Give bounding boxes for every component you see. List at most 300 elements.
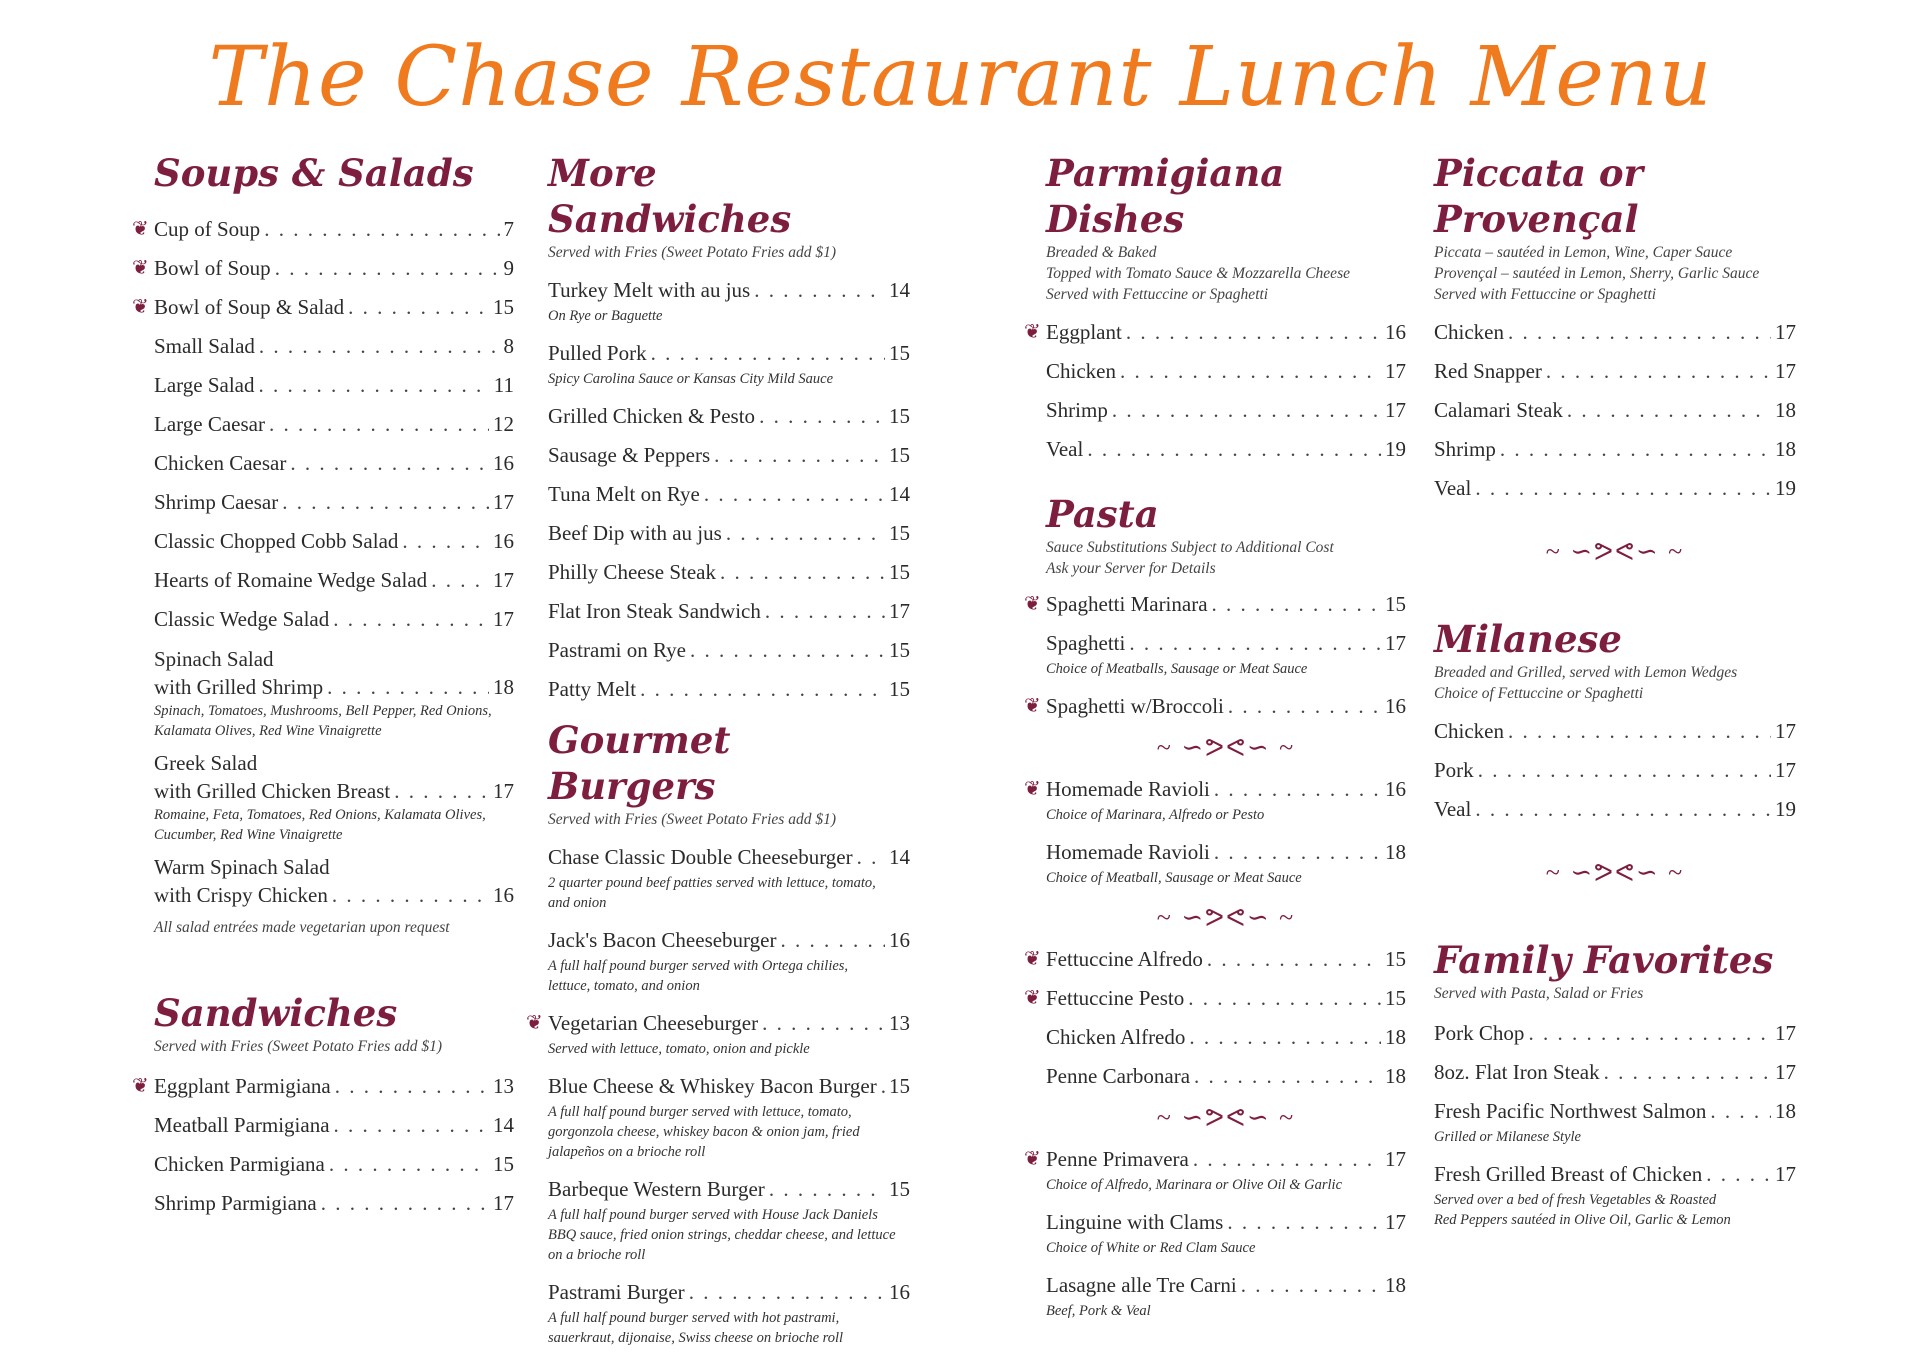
menu-item-price: 17 bbox=[493, 607, 514, 631]
dot-leader bbox=[431, 561, 489, 600]
dot-leader bbox=[1189, 1018, 1381, 1057]
menu-item-price: 17 bbox=[1385, 398, 1406, 422]
menu-item-price: 15 bbox=[1385, 947, 1406, 971]
menu-item-description: Served with lettuce, tomato, onion and pickle bbox=[548, 1041, 810, 1057]
menu-item-name: Fresh Grilled Breast of Chicken bbox=[1434, 1162, 1703, 1186]
menu-item bbox=[154, 881, 514, 909]
menu-item bbox=[1434, 469, 1796, 508]
dot-leader bbox=[1207, 940, 1381, 979]
dot-leader bbox=[690, 631, 885, 670]
column-1 bbox=[132, 150, 514, 1223]
menu-item-name: with Grilled Chicken Breast bbox=[154, 779, 391, 803]
dot-leader bbox=[259, 327, 500, 366]
menu-item-name: Large Salad bbox=[154, 373, 255, 397]
menu-item-name: Chicken Alfredo bbox=[1046, 1025, 1186, 1049]
dot-leader bbox=[881, 1067, 885, 1106]
section-heading-more-sandwiches: More Sandwiches bbox=[548, 151, 792, 241]
menu-item-price: 17 bbox=[493, 490, 514, 514]
menu-item-price: 19 bbox=[1385, 437, 1406, 461]
menu-item bbox=[548, 553, 910, 592]
vegetarian-leaf-icon: ❦ bbox=[132, 1075, 149, 1097]
menu-item-name: Spaghetti Marinara bbox=[1046, 592, 1208, 616]
menu-item-price: 14 bbox=[889, 278, 910, 302]
dot-leader bbox=[1120, 352, 1381, 391]
menu-item-price: 17 bbox=[493, 779, 514, 803]
menu-item-price: 17 bbox=[1385, 1210, 1406, 1234]
menu-item bbox=[1434, 1092, 1796, 1131]
dot-leader bbox=[1188, 979, 1381, 1018]
section-note: Piccata – sautéed in Lemon, Wine, Caper Sauce Provençal – sautéed in Lemon, Sherry, Garlic Sauce Served with Fettuccine or Spaghetti bbox=[1434, 244, 1760, 303]
menu-item-name: Calamari Steak bbox=[1434, 398, 1563, 422]
menu-item-name: Chicken bbox=[1046, 359, 1116, 383]
family-list bbox=[1434, 1014, 1796, 1230]
menu-item-price: 14 bbox=[889, 482, 910, 506]
menu-item-price: 7 bbox=[503, 217, 514, 241]
menu-item-name: Pastrami Burger bbox=[548, 1280, 685, 1304]
menu-item-name: Jack's Bacon Cheeseburger bbox=[548, 928, 777, 952]
menu-item bbox=[1046, 430, 1406, 469]
menu-item bbox=[548, 334, 910, 373]
menu-item-price: 15 bbox=[889, 638, 910, 662]
salad-footnote: All salad entrées made vegetarian upon request bbox=[154, 919, 450, 936]
section-heading-pasta: Pasta bbox=[1046, 492, 1159, 536]
menu-item-price: 14 bbox=[889, 845, 910, 869]
menu-item-price: 16 bbox=[889, 928, 910, 952]
menu-item-name: Bowl of Soup bbox=[154, 256, 271, 280]
ornament-divider: ~ ∽ᕗᕙ∽ ~ bbox=[1156, 1103, 1296, 1132]
section-heading-soups: Soups & Salads bbox=[154, 151, 474, 195]
menu-item-name: Patty Melt bbox=[548, 677, 637, 701]
menu-item-price: 18 bbox=[1385, 1025, 1406, 1049]
soups-list bbox=[132, 210, 514, 639]
dot-leader bbox=[726, 514, 885, 553]
menu-item-price: 14 bbox=[493, 1113, 514, 1137]
ornament-divider: ~ ∽ᕗᕙ∽ ~ bbox=[1156, 903, 1296, 932]
section-note: Breaded and Grilled, served with Lemon Wedges Choice of Fettuccine or Spaghetti bbox=[1434, 664, 1738, 702]
menu-item-description: Grilled or Milanese Style bbox=[1434, 1129, 1581, 1145]
menu-item-name: Veal bbox=[1434, 797, 1472, 821]
section-note: Served with Fries (Sweet Potato Fries add $1) bbox=[154, 1038, 442, 1055]
menu-item-name: Veal bbox=[1434, 476, 1472, 500]
menu-item bbox=[1434, 751, 1796, 790]
dot-leader bbox=[1475, 790, 1771, 829]
section-heading-sandwiches: Sandwiches bbox=[154, 991, 398, 1035]
menu-item-price: 17 bbox=[1775, 758, 1796, 782]
menu-item bbox=[1046, 391, 1406, 430]
vegetarian-leaf-icon: ❦ bbox=[132, 296, 149, 318]
menu-item bbox=[154, 1106, 514, 1145]
section-note: Breaded & Baked Topped with Tomato Sauce & Mozzarella Cheese Served with Fettuccine or Spaghetti bbox=[1046, 244, 1350, 303]
dot-leader bbox=[765, 592, 885, 631]
ornament-divider: ~ ∽ᕗᕙ∽ ~ bbox=[1156, 733, 1296, 762]
dot-leader bbox=[321, 1184, 489, 1223]
menu-item bbox=[548, 670, 910, 709]
dot-leader bbox=[269, 405, 489, 444]
menu-item bbox=[548, 592, 910, 631]
menu-item-name: Eggplant bbox=[1046, 320, 1122, 344]
dot-leader bbox=[329, 1145, 489, 1184]
dot-leader bbox=[689, 1273, 885, 1312]
menu-item-price: 15 bbox=[889, 1074, 910, 1098]
menu-item-price: 15 bbox=[493, 295, 514, 319]
menu-item-price: 18 bbox=[1775, 1099, 1796, 1123]
menu-item bbox=[132, 249, 514, 288]
menu-item-description: On Rye or Baguette bbox=[548, 308, 663, 324]
dot-leader bbox=[264, 210, 499, 249]
menu-item-name: Tuna Melt on Rye bbox=[548, 482, 700, 506]
menu-item bbox=[1024, 687, 1406, 726]
menu-item-price: 9 bbox=[503, 256, 514, 280]
section-note: Served with Fries (Sweet Potato Fries add $1) bbox=[548, 244, 836, 261]
menu-item-name: Chicken Parmigiana bbox=[154, 1152, 325, 1176]
vegetarian-leaf-icon: ❦ bbox=[1024, 987, 1041, 1009]
dot-leader bbox=[275, 249, 500, 288]
menu-item bbox=[1434, 352, 1796, 391]
menu-item bbox=[548, 1273, 910, 1312]
menu-item bbox=[548, 921, 910, 960]
menu-item-name: 8oz. Flat Iron Steak bbox=[1434, 1060, 1600, 1084]
menu-item bbox=[548, 514, 910, 553]
ornament-divider: ~ ∽ᕗᕙ∽ ~ bbox=[1545, 537, 1685, 566]
dot-leader bbox=[1193, 1140, 1381, 1179]
menu-item-price: 17 bbox=[1775, 359, 1796, 383]
burgers-list bbox=[526, 838, 910, 1348]
menu-item-name: Fettuccine Alfredo bbox=[1046, 947, 1203, 971]
dot-leader bbox=[1508, 313, 1771, 352]
menu-item-price: 13 bbox=[493, 1074, 514, 1098]
dot-leader bbox=[1241, 1266, 1381, 1305]
menu-item-price: 8 bbox=[503, 334, 514, 358]
menu-item-name: Barbeque Western Burger bbox=[548, 1177, 765, 1201]
menu-item bbox=[1046, 624, 1406, 663]
menu-item-name: Shrimp bbox=[1046, 398, 1108, 422]
more-sandwiches-list bbox=[548, 271, 910, 709]
menu-item-name: Chicken bbox=[1434, 320, 1504, 344]
menu-item-price: 18 bbox=[1385, 1273, 1406, 1297]
milanese-list bbox=[1434, 712, 1796, 829]
menu-item-name: Homemade Ravioli bbox=[1046, 777, 1210, 801]
menu-item-name: Penne Primavera bbox=[1046, 1147, 1189, 1171]
menu-item-price: 15 bbox=[889, 1177, 910, 1201]
pasta-list-3 bbox=[1024, 940, 1406, 1096]
menu-item-description: Choice of Meatball, Sausage or Meat Sauce bbox=[1046, 870, 1302, 886]
menu-item-name: Homemade Ravioli bbox=[1046, 840, 1210, 864]
menu-item-price: 15 bbox=[493, 1152, 514, 1176]
menu-item-description: A full half pound burger served with House Jack Daniels BBQ sauce, fried onion strings, cheddar cheese, and lettuce on a brioche roll bbox=[548, 1207, 896, 1263]
menu-item-name: Small Salad bbox=[154, 334, 255, 358]
menu-item-price: 18 bbox=[1775, 398, 1796, 422]
vegetarian-leaf-icon: ❦ bbox=[1024, 1148, 1041, 1170]
section-note: Served with Pasta, Salad or Fries bbox=[1434, 985, 1644, 1002]
menu-item-name: Blue Cheese & Whiskey Bacon Burger bbox=[548, 1074, 877, 1098]
menu-item-price: 17 bbox=[493, 1191, 514, 1215]
dot-leader bbox=[1706, 1155, 1771, 1194]
menu-item-price: 16 bbox=[493, 529, 514, 553]
menu-item bbox=[548, 631, 910, 670]
menu-item bbox=[1434, 1053, 1796, 1092]
menu-item-price: 17 bbox=[1385, 1147, 1406, 1171]
dot-leader bbox=[651, 334, 885, 373]
menu-item bbox=[1046, 352, 1406, 391]
menu-item bbox=[154, 1184, 514, 1223]
pasta-list-4 bbox=[1024, 1140, 1406, 1321]
menu-item-name: Classic Chopped Cobb Salad bbox=[154, 529, 399, 553]
menu-item bbox=[154, 673, 514, 701]
menu-item-price: 16 bbox=[1385, 777, 1406, 801]
sandwiches-list bbox=[132, 1067, 514, 1223]
menu-item-name: Flat Iron Steak Sandwich bbox=[548, 599, 761, 623]
menu-item-name: Large Caesar bbox=[154, 412, 265, 436]
menu-item bbox=[1046, 1057, 1406, 1096]
menu-item-price: 11 bbox=[493, 373, 514, 397]
menu-item bbox=[1434, 391, 1796, 430]
menu-item-name: Penne Carbonara bbox=[1046, 1064, 1191, 1088]
menu-item-line1: Warm Spinach Salad bbox=[154, 855, 330, 879]
section-note: Served with Fries (Sweet Potato Fries add $1) bbox=[548, 811, 836, 828]
menu-item-name: Fresh Pacific Northwest Salmon bbox=[1434, 1099, 1707, 1123]
menu-item-price: 16 bbox=[889, 1280, 910, 1304]
menu-item-name: Chicken Caesar bbox=[154, 451, 287, 475]
pasta-list-1 bbox=[1024, 585, 1406, 726]
dot-leader bbox=[1227, 1203, 1381, 1242]
dot-leader bbox=[704, 475, 885, 514]
menu-item-name: Classic Wedge Salad bbox=[154, 607, 330, 631]
vegetarian-leaf-icon: ❦ bbox=[1024, 695, 1041, 717]
menu-item-price: 18 bbox=[493, 675, 514, 699]
menu-item-name: Shrimp bbox=[1434, 437, 1496, 461]
dot-leader bbox=[1087, 430, 1381, 469]
section-heading-burgers: Gourmet Burgers bbox=[548, 718, 731, 808]
menu-item-line1: Spinach Salad bbox=[154, 647, 274, 671]
dot-leader bbox=[402, 522, 489, 561]
menu-item-description: A full half pound burger served with lettuce, tomato, gorgonzola cheese, whiskey bacon & onion jam, fried jalapeños on a brioche roll bbox=[548, 1104, 860, 1160]
dot-leader bbox=[335, 1067, 489, 1106]
dot-leader bbox=[1546, 352, 1771, 391]
dot-leader bbox=[1214, 770, 1381, 809]
dot-leader bbox=[1112, 391, 1381, 430]
dot-leader bbox=[1475, 469, 1771, 508]
menu-item-price: 15 bbox=[889, 443, 910, 467]
menu-item bbox=[154, 561, 514, 600]
dot-leader bbox=[781, 921, 886, 960]
section-heading-piccata: Piccata or Provençal bbox=[1434, 151, 1644, 241]
menu-item-description: Spinach, Tomatoes, Mushrooms, Bell Pepper, Red Onions, Kalamata Olives, Red Wine Vinaigrette bbox=[154, 703, 492, 739]
menu-item bbox=[1434, 790, 1796, 829]
menu-item-name: Veal bbox=[1046, 437, 1084, 461]
vegetarian-leaf-icon: ❦ bbox=[1024, 321, 1041, 343]
menu-item-price: 15 bbox=[889, 521, 910, 545]
menu-item bbox=[548, 475, 910, 514]
menu-item-price: 17 bbox=[1385, 631, 1406, 655]
ornament-divider: ~ ∽ᕗᕙ∽ ~ bbox=[1545, 858, 1685, 887]
menu-item-name: Fettuccine Pesto bbox=[1046, 986, 1185, 1010]
menu-item-name: Philly Cheese Steak bbox=[548, 560, 716, 584]
menu-item-name: Cup of Soup bbox=[154, 217, 261, 241]
menu-item-name: Pork Chop bbox=[1434, 1021, 1525, 1045]
menu-item-price: 17 bbox=[493, 568, 514, 592]
section-heading-parmigiana: Parmigiana Dishes bbox=[1046, 151, 1285, 241]
menu-item bbox=[1024, 313, 1406, 352]
menu-item bbox=[132, 288, 514, 327]
menu-item bbox=[1046, 1018, 1406, 1057]
menu-item-description: A full half pound burger served with Ortega chilies, lettuce, tomato, and onion bbox=[548, 958, 849, 994]
menu-item-name: Linguine with Clams bbox=[1046, 1210, 1224, 1234]
menu-item bbox=[1434, 430, 1796, 469]
menu-item-name: Pulled Pork bbox=[548, 341, 647, 365]
dot-leader bbox=[1212, 585, 1381, 624]
dot-leader bbox=[1129, 624, 1381, 663]
dot-leader bbox=[1228, 687, 1381, 726]
menu-item-price: 17 bbox=[889, 599, 910, 623]
menu-item bbox=[526, 1004, 910, 1043]
menu-item-name: Sausage & Peppers bbox=[548, 443, 711, 467]
section-note: Sauce Substitutions Subject to Additional Cost Ask your Server for Details bbox=[1046, 539, 1334, 577]
menu-item bbox=[1434, 712, 1796, 751]
menu-item-name: with Crispy Chicken bbox=[154, 883, 328, 907]
menu-item bbox=[154, 327, 514, 366]
menu-item-description: Beef, Pork & Veal bbox=[1046, 1303, 1151, 1319]
menu-item-name: Spaghetti bbox=[1046, 631, 1126, 655]
dot-leader bbox=[769, 1170, 885, 1209]
dot-leader bbox=[1508, 712, 1771, 751]
menu-item bbox=[154, 600, 514, 639]
menu-item-price: 18 bbox=[1775, 437, 1796, 461]
menu-item-description: Served over a bed of fresh Vegetables & Roasted Red Peppers sautéed in Olive Oil, Garlic & Lemon bbox=[1434, 1192, 1731, 1228]
menu-item bbox=[548, 838, 910, 877]
vegetarian-leaf-icon: ❦ bbox=[132, 218, 149, 240]
dot-leader bbox=[640, 670, 885, 709]
menu-item bbox=[548, 271, 910, 310]
menu-item bbox=[1024, 979, 1406, 1018]
menu-item-description: Choice of Marinara, Alfredo or Pesto bbox=[1046, 807, 1265, 823]
menu-item-name: Chase Classic Double Cheeseburger bbox=[548, 845, 853, 869]
menu-item bbox=[154, 444, 514, 483]
dot-leader bbox=[714, 436, 885, 475]
menu-item-line1: Greek Salad bbox=[154, 751, 258, 775]
menu-item bbox=[154, 777, 514, 805]
section-heading-milanese: Milanese bbox=[1434, 617, 1622, 661]
menu-item-price: 18 bbox=[1385, 840, 1406, 864]
menu-item-name: Hearts of Romaine Wedge Salad bbox=[154, 568, 428, 592]
menu-item-price: 13 bbox=[889, 1011, 910, 1035]
menu-item-price: 15 bbox=[889, 677, 910, 701]
menu-item-description: Romaine, Feta, Tomatoes, Red Onions, Kalamata Olives, Cucumber, Red Wine Vinaigrette bbox=[154, 807, 486, 843]
menu-item bbox=[548, 1067, 910, 1106]
vegetarian-leaf-icon: ❦ bbox=[526, 1012, 543, 1034]
dot-leader bbox=[1478, 751, 1771, 790]
menu-item bbox=[548, 1170, 910, 1209]
menu-item bbox=[1046, 1266, 1406, 1305]
menu-item-price: 15 bbox=[889, 560, 910, 584]
dot-leader bbox=[1567, 391, 1771, 430]
menu-item-name: Eggplant Parmigiana bbox=[154, 1074, 331, 1098]
menu-item-price: 16 bbox=[1385, 694, 1406, 718]
menu-item-description: A full half pound burger served with hot pastrami, sauerkraut, dijonaise, Swiss cheese on brioche roll bbox=[548, 1310, 844, 1346]
dot-leader bbox=[720, 553, 885, 592]
menu-item bbox=[1024, 770, 1406, 809]
menu-item-name: Meatball Parmigiana bbox=[154, 1113, 330, 1137]
menu-item bbox=[1046, 833, 1406, 872]
menu-item-price: 17 bbox=[1775, 719, 1796, 743]
menu-item-price: 19 bbox=[1775, 476, 1796, 500]
dot-leader bbox=[1126, 313, 1381, 352]
dot-leader bbox=[290, 444, 489, 483]
menu-item-name: Shrimp Caesar bbox=[154, 490, 279, 514]
menu-item bbox=[154, 522, 514, 561]
dot-leader bbox=[1710, 1092, 1771, 1131]
menu-item-price: 16 bbox=[493, 883, 514, 907]
menu-item-name: Bowl of Soup & Salad bbox=[154, 295, 345, 319]
dot-leader bbox=[1214, 833, 1381, 872]
dot-leader bbox=[259, 366, 490, 405]
dot-leader bbox=[1604, 1053, 1771, 1092]
dot-leader bbox=[333, 600, 489, 639]
dot-leader bbox=[857, 838, 885, 877]
menu-item-price: 19 bbox=[1775, 797, 1796, 821]
piccata-list bbox=[1434, 313, 1796, 508]
pasta-list-2 bbox=[1024, 770, 1406, 888]
menu-item-price: 15 bbox=[1385, 986, 1406, 1010]
menu-item bbox=[1024, 585, 1406, 624]
menu-item bbox=[154, 366, 514, 405]
menu-item-price: 18 bbox=[1385, 1064, 1406, 1088]
menu-item-price: 17 bbox=[1775, 1162, 1796, 1186]
menu-item bbox=[1434, 1155, 1796, 1194]
vegetarian-leaf-icon: ❦ bbox=[1024, 593, 1041, 615]
menu-item-description: 2 quarter pound beef patties served with lettuce, tomato, and onion bbox=[548, 875, 876, 911]
menu-item bbox=[1046, 1203, 1406, 1242]
menu-item-name: Turkey Melt with au jus bbox=[548, 278, 751, 302]
menu-item bbox=[154, 483, 514, 522]
menu-item-price: 12 bbox=[493, 412, 514, 436]
menu-item-name: Grilled Chicken & Pesto bbox=[548, 404, 756, 428]
dot-leader bbox=[754, 271, 885, 310]
menu-item-price: 17 bbox=[1775, 1021, 1796, 1045]
column-2 bbox=[526, 150, 910, 1356]
menu-item-price: 17 bbox=[1775, 1060, 1796, 1084]
vegetarian-leaf-icon: ❦ bbox=[132, 257, 149, 279]
menu-item-name: Pastrami on Rye bbox=[548, 638, 686, 662]
parmigiana-list bbox=[1024, 313, 1406, 469]
menu-item bbox=[1434, 1014, 1796, 1053]
menu-item-price: 17 bbox=[1385, 359, 1406, 383]
menu-item bbox=[1024, 940, 1406, 979]
dot-leader bbox=[762, 1004, 885, 1043]
menu-item bbox=[154, 405, 514, 444]
menu-item-description: Choice of Meatballs, Sausage or Meat Sauce bbox=[1046, 661, 1308, 677]
dot-leader bbox=[282, 483, 489, 522]
menu-item bbox=[548, 397, 910, 436]
menu-item-name: Chicken bbox=[1434, 719, 1504, 743]
dot-leader bbox=[1194, 1057, 1381, 1096]
menu-item-name: Beef Dip with au jus bbox=[548, 521, 722, 545]
vegetarian-leaf-icon: ❦ bbox=[1024, 948, 1041, 970]
menu-item bbox=[1434, 313, 1796, 352]
menu-item-price: 15 bbox=[1385, 592, 1406, 616]
menu-item bbox=[132, 210, 514, 249]
menu-item-name: with Grilled Shrimp bbox=[154, 675, 324, 699]
menu-item-price: 16 bbox=[493, 451, 514, 475]
menu-item bbox=[548, 436, 910, 475]
column-3 bbox=[1024, 150, 1406, 1329]
dot-leader bbox=[759, 397, 885, 436]
menu-item bbox=[1024, 1140, 1406, 1179]
menu-item-price: 15 bbox=[889, 404, 910, 428]
menu-item-name: Pork bbox=[1434, 758, 1474, 782]
dot-leader bbox=[1500, 430, 1771, 469]
menu-item-price: 16 bbox=[1385, 320, 1406, 344]
menu-item-name: Shrimp Parmigiana bbox=[154, 1191, 317, 1215]
